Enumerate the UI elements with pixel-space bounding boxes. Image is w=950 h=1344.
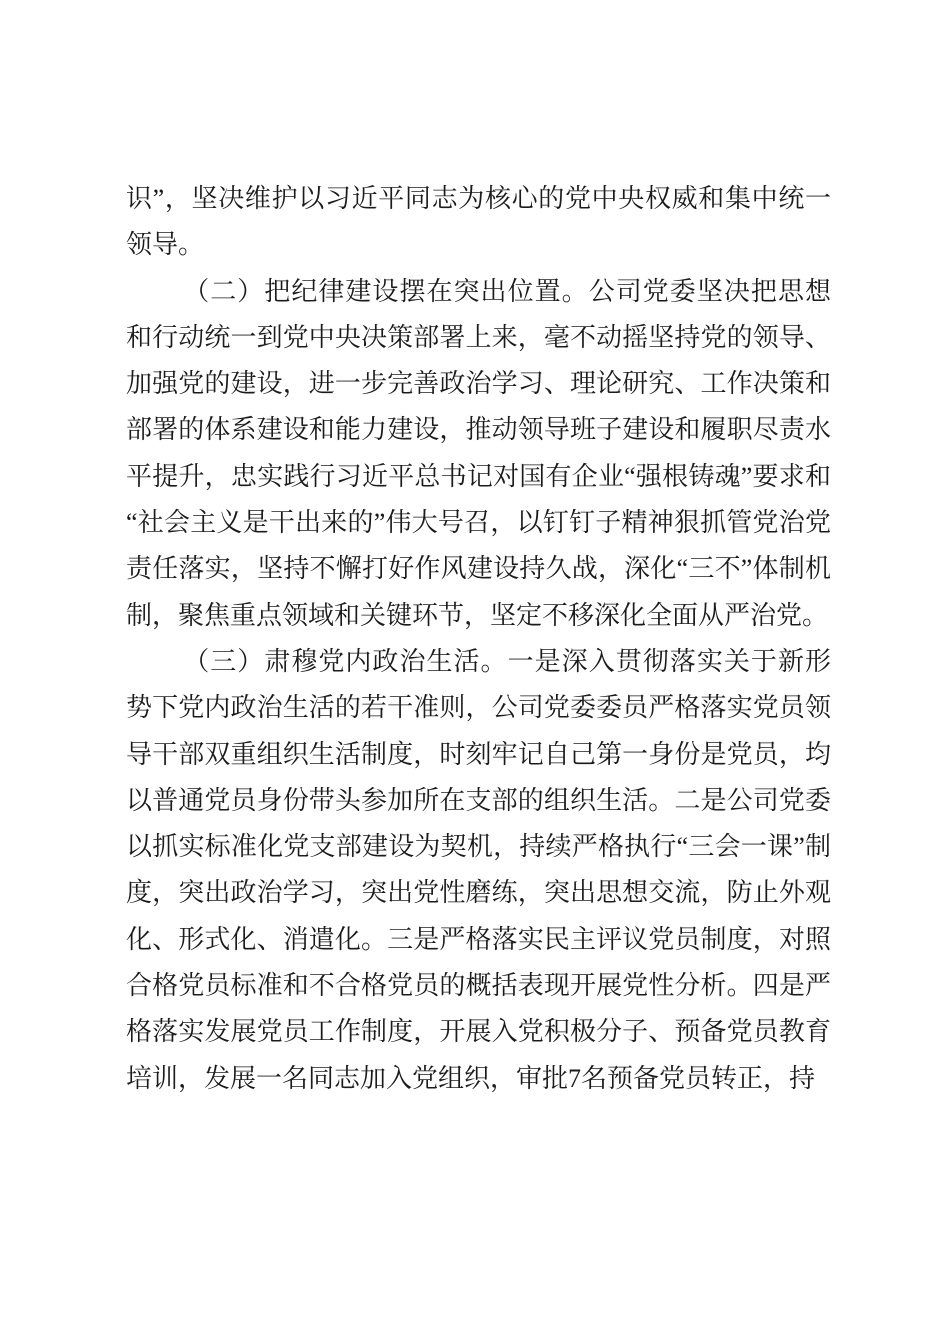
section-3-body: 一是深入贯彻落实关于新形势下党内政治生活的若干准则，公司党委委员严格落实党员领导干部双重组织生活制度，时刻牢记自己第一身份是党员，均以普通党员身份带头参加所在支部的组织生活。二是公司党委以抓实标准化党支部建设为契机，持续严格执行“三会一课”制度，突出政治学习，突出党性磨练，突出思想交流，防止外观化、形式化、消遣化。三是严格落实民主评议党员制度，对照合格党员标准和不合格党员的概括表现开展党性分析。四是严格落实发展党员工作制度，开展入党积极分子、预备党员教育培训，发展一名同志加入党组织，审批7名预备党员转正，持 (126, 646, 831, 1093)
paragraph-section-3 (126, 639, 831, 1102)
paragraph-section-2 (126, 269, 831, 639)
section-2-body: 公司党委坚决把思想和行动统一到党中央决策部署上来，毫不动摇坚持党的领导、加强党的建设，进一步完善政治学习、理论研究、工作决策和部署的体系建设和能力建设，推动领导班子建设和履职尽责水平提升，忠实践行习近平总书记对国有企业“强根铸魂”要求和“社会主义是干出来的”伟大号召，以钉钉子精神狠抓管党治党责任落实，坚持不懈打好作风建设持久战，深化“三不”体制机制，聚焦重点领域和关键环节，坚定不移深化全面从严治党。 (126, 276, 831, 630)
paragraph-continuation: 识”，坚决维护以习近平同志为核心的党中央权威和集中统一领导。 (126, 184, 831, 260)
section-3-heading: （三）肃穆党内政治生活。 (183, 646, 508, 676)
section-2-heading: （二）把纪律建设摆在突出位置。 (183, 276, 589, 306)
